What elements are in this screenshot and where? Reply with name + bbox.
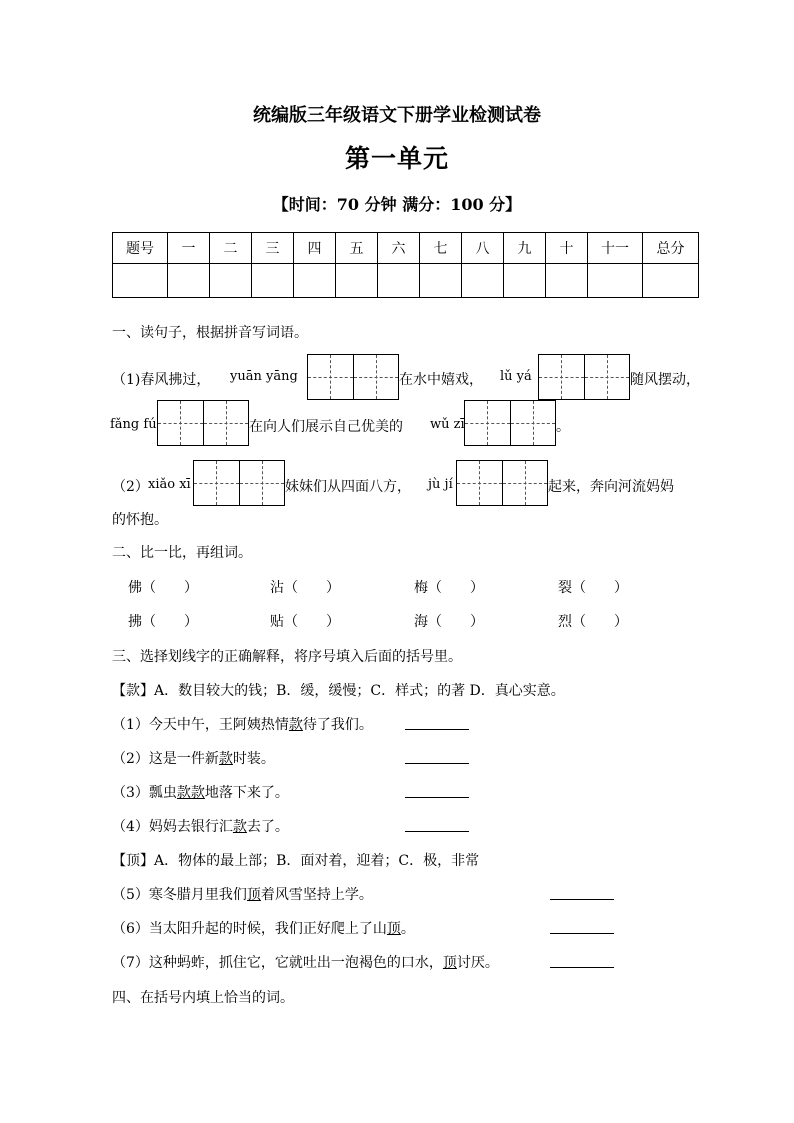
kuan-definitions: 【款】A．数目较大的钱；B．缓，缓慢；C．样式；的著 D．真心实意。 xyxy=(112,683,565,699)
q1-text2: 随风摆动， xyxy=(630,372,700,388)
score-header-cell: 四 xyxy=(294,233,336,264)
score-header-cell: 七 xyxy=(420,233,462,264)
q2-text3: 的怀抱。 xyxy=(112,512,168,528)
section2-heading: 二、比一比，再组词。 xyxy=(112,545,252,561)
q1-text1: 在水中嬉戏， xyxy=(399,372,483,388)
word-group-item[interactable]: 沾（ ） xyxy=(270,580,340,596)
writing-grid-fangfu[interactable] xyxy=(157,400,249,446)
answer-blank[interactable] xyxy=(550,899,614,900)
q1-prefix: （1)春风拂过， xyxy=(112,372,211,388)
score-header-cell: 总分 xyxy=(643,233,699,264)
score-table-header-row xyxy=(113,233,699,264)
q1-text3: 在向人们展示自己优美的 xyxy=(249,419,403,435)
question-item: （5）寒冬腊月里我们顶着风雪坚持上学。 xyxy=(112,887,373,903)
score-cell[interactable] xyxy=(210,264,252,298)
pinyin-wuzi: wǔ zī xyxy=(430,417,465,432)
word-group-item[interactable]: 烈（ ） xyxy=(558,614,628,630)
pinyin-luya: lǔ yá xyxy=(500,369,532,384)
q2-text2: 起来，奔向河流妈妈 xyxy=(548,479,674,495)
question-item: （1）今天中午，王阿姨热情款待了我们。 xyxy=(112,717,373,733)
score-cell[interactable] xyxy=(252,264,294,298)
score-cell[interactable] xyxy=(420,264,462,298)
unit-title: 第一单元 xyxy=(344,144,449,173)
score-header-cell: 二 xyxy=(210,233,252,264)
score-cell[interactable] xyxy=(504,264,546,298)
score-header-cell: 三 xyxy=(252,233,294,264)
word-group-item[interactable]: 拂（ ） xyxy=(128,614,198,630)
question-item: （2）这是一件新款时装。 xyxy=(112,751,275,767)
score-table-input-row xyxy=(113,264,699,298)
score-cell[interactable] xyxy=(294,264,336,298)
question-item: （6）当太阳升起的时候，我们正好爬上了山顶。 xyxy=(112,921,415,937)
answer-blank[interactable] xyxy=(405,831,469,832)
question-item: （4）妈妈去银行汇款去了。 xyxy=(112,819,289,835)
pinyin-juji: jù jí xyxy=(428,477,453,492)
answer-blank[interactable] xyxy=(405,729,469,730)
score-header-cell: 八 xyxy=(462,233,504,264)
word-group-item[interactable]: 佛（ ） xyxy=(128,580,198,596)
word-group-item[interactable]: 海（ ） xyxy=(414,614,484,630)
answer-blank[interactable] xyxy=(405,797,469,798)
score-header-cell: 一 xyxy=(168,233,210,264)
q2-text1: 妹妹们从四面八方， xyxy=(285,479,411,495)
word-group-item[interactable]: 裂（ ） xyxy=(558,580,628,596)
score-header-cell: 十一 xyxy=(588,233,643,264)
writing-grid-juji[interactable] xyxy=(456,460,548,506)
score-cell[interactable] xyxy=(588,264,643,298)
score-header-cell: 九 xyxy=(504,233,546,264)
document-title: 统编版三年级语文下册学业检测试卷 xyxy=(253,105,541,126)
score-header-cell: 六 xyxy=(378,233,420,264)
writing-grid-wuzi[interactable] xyxy=(464,400,556,446)
section3-heading: 三、选择划线字的正确解释，将序号填入后面的括号里。 xyxy=(112,649,462,665)
section4-heading: 四、在括号内填上恰当的词。 xyxy=(112,990,294,1006)
q2-prefix: （2） xyxy=(112,479,149,495)
time-info: 【时间：70 分钟 满分：100 分】 xyxy=(272,195,522,214)
ding-definitions: 【顶】A．物体的最上部；B．面对着，迎着；C．极，非常 xyxy=(112,853,480,869)
q1-text4: 。 xyxy=(556,419,570,435)
word-group-item[interactable]: 梅（ ） xyxy=(414,580,484,596)
question-item: （7）这种蚂蚱，抓住它，它就吐出一泡褐色的口水，顶讨厌。 xyxy=(112,955,499,971)
writing-grid-xiaoxi[interactable] xyxy=(193,460,285,506)
answer-blank[interactable] xyxy=(405,763,469,764)
writing-grid-luya[interactable] xyxy=(538,354,630,400)
section1-heading: 一、读句子，根据拼音写词语。 xyxy=(112,325,308,341)
score-cell[interactable] xyxy=(643,264,699,298)
pinyin-fangfu: fǎng fú xyxy=(110,417,157,432)
word-group-item[interactable]: 贴（ ） xyxy=(270,614,340,630)
score-cell[interactable] xyxy=(336,264,378,298)
answer-blank[interactable] xyxy=(550,967,614,968)
score-table xyxy=(112,232,699,298)
writing-grid-yuanyang[interactable] xyxy=(307,354,399,400)
pinyin-xiaoxi: xiǎo xī xyxy=(148,477,191,492)
score-cell[interactable] xyxy=(168,264,210,298)
score-header-cell: 五 xyxy=(336,233,378,264)
pinyin-yuanyang: yuān yāng xyxy=(230,369,298,384)
score-cell[interactable] xyxy=(462,264,504,298)
answer-blank[interactable] xyxy=(550,933,614,934)
score-header-cell: 题号 xyxy=(113,233,168,264)
score-header-cell: 十 xyxy=(546,233,588,264)
score-cell[interactable] xyxy=(113,264,168,298)
score-cell[interactable] xyxy=(546,264,588,298)
question-item: （3）瓢虫款款地落下来了。 xyxy=(112,785,289,801)
score-cell[interactable] xyxy=(378,264,420,298)
